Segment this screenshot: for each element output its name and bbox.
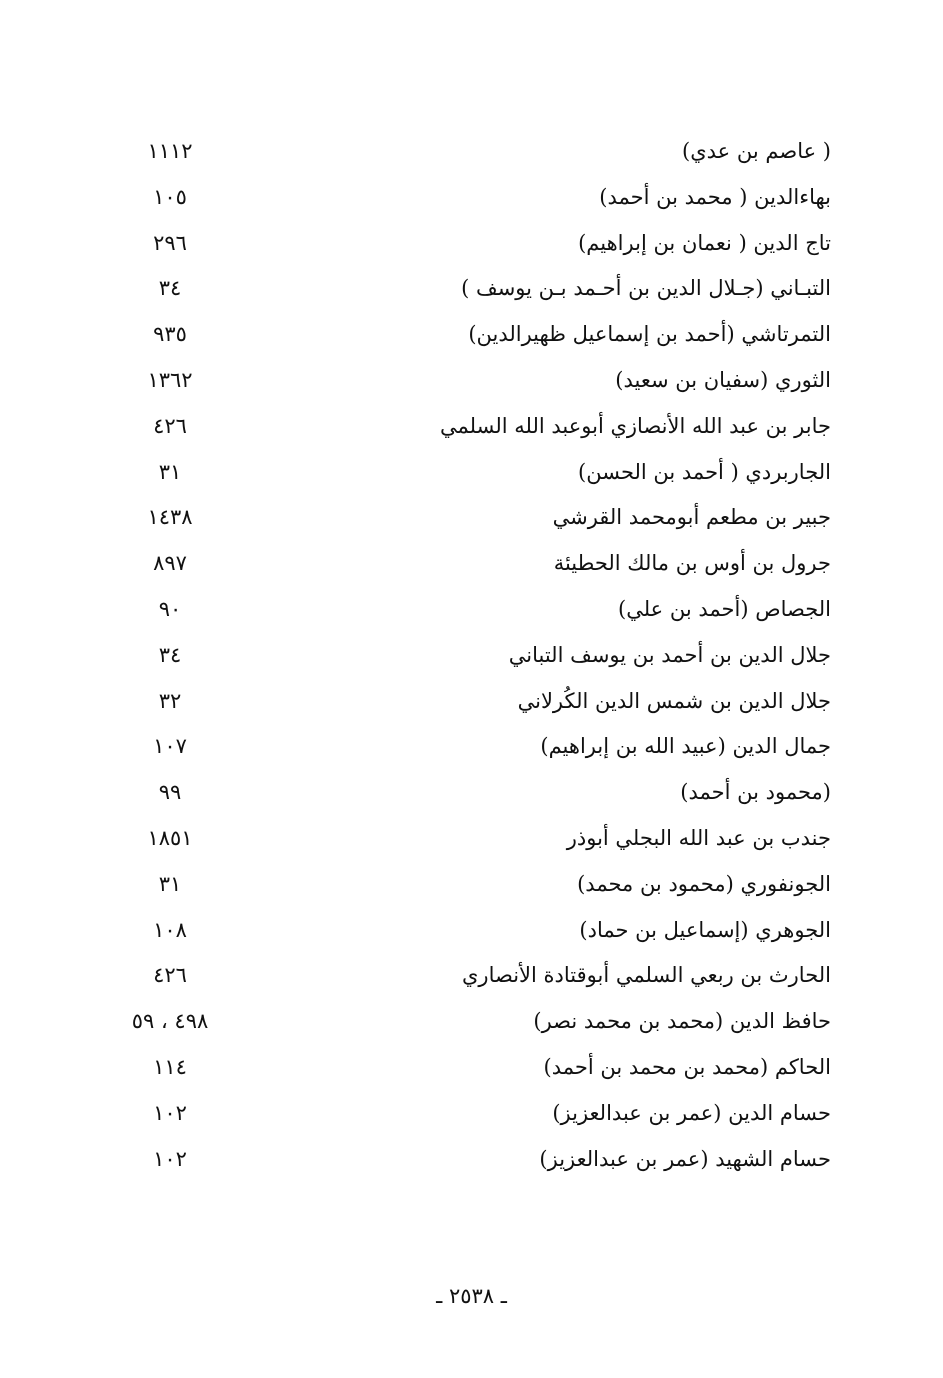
index-entry <box>0 817 943 863</box>
entry-name: الجونفوري (محمود بن محمد) <box>577 871 831 896</box>
index-entry <box>0 313 943 359</box>
index-entry <box>0 1000 943 1046</box>
index-entry <box>0 771 943 817</box>
index-entry <box>0 909 943 955</box>
entry-pages: ٢٩٦ <box>153 230 187 255</box>
index-entry <box>0 542 943 588</box>
entry-pages: ٣١ <box>158 459 182 484</box>
index-entry <box>0 588 943 634</box>
index-entry <box>0 1092 943 1138</box>
entry-pages: ٩٠ <box>158 596 182 621</box>
entry-pages: ١٠٢ <box>153 1146 187 1171</box>
entry-name: الحارث بن ربعي السلمي أبوقتادة الأنصاري <box>462 963 831 988</box>
entry-name: جمال الدين (عبيد الله بن إبراهيم) <box>540 734 831 759</box>
index-entry <box>0 130 943 176</box>
entry-pages: ٤٢٦ <box>153 413 187 438</box>
entry-pages: ٩٩ <box>158 780 182 805</box>
index-entry <box>0 496 943 542</box>
entry-name: حسام الدين (عمر بن عبدالعزيز) <box>552 1100 831 1125</box>
index-entry <box>0 359 943 405</box>
entry-name: جلال الدين بن أحمد بن يوسف التباني <box>508 642 831 667</box>
entry-name: حافظ الدين (محمد بن محمد نصر) <box>533 1009 831 1034</box>
entry-pages: ٤٩٨ ، ٥٩ <box>131 1009 209 1034</box>
entry-pages: ١٤٣٨ <box>147 505 193 530</box>
entry-name: الجوهري (إسماعيل بن حماد) <box>579 917 831 942</box>
entry-pages: ٨٩٧ <box>153 551 187 576</box>
entry-pages: ١٠٨ <box>153 917 187 942</box>
entry-pages: ١٠٥ <box>153 184 187 209</box>
entry-pages: ٤٢٦ <box>153 963 187 988</box>
entry-name: بهاءالدين ( محمد بن أحمد) <box>599 184 831 209</box>
entry-name: ( عاصم بن عدي) <box>682 139 831 163</box>
entry-name: حسام الشهيد (عمر بن عبدالعزيز) <box>539 1146 831 1171</box>
index-entry <box>0 680 943 726</box>
entry-name: الثوري (سفيان بن سعيد) <box>615 367 831 392</box>
entry-pages: ٣٤ <box>158 276 182 301</box>
entry-name: تاج الدين ( نعمان بن إبراهيم) <box>578 230 831 255</box>
entry-name: جلال الدين بن شمس الدين الكُرلاني <box>517 688 831 713</box>
entry-name: جابر بن عبد الله الأنصازي أبوعبد الله السلمي <box>440 413 831 438</box>
page-number: ـ ٢٥٣٨ ـ <box>436 1284 507 1308</box>
index-entry <box>0 634 943 680</box>
entry-name: جندب بن عبد الله البجلي أبوذر <box>566 825 831 850</box>
entry-name: الجصاص (أحمد بن علي) <box>618 596 831 621</box>
index-entry <box>0 1046 943 1092</box>
entry-name: جرول بن أوس بن مالك الحطيئة <box>553 551 831 576</box>
entry-pages: ١٨٥١ <box>147 825 193 850</box>
entry-pages: ١١١٢ <box>147 139 193 163</box>
index-entry <box>0 405 943 451</box>
index-entry <box>0 176 943 222</box>
entry-pages: ٩٣٥ <box>153 322 187 347</box>
entry-name: (محمود بن أحمد) <box>680 780 831 805</box>
index-entry <box>0 451 943 497</box>
entry-pages: ١١٤ <box>153 1054 187 1079</box>
entry-pages: ٣٢ <box>158 688 182 713</box>
index-entry <box>0 954 943 1000</box>
entry-name: الجاربردي ( أحمد بن الحسن) <box>578 459 831 484</box>
entry-pages: ٣٤ <box>158 642 182 667</box>
index-entry <box>0 863 943 909</box>
entry-name: جبير بن مطعم أبومحمد القرشي <box>552 505 831 530</box>
entry-pages: ١٠٢ <box>153 1100 187 1125</box>
index-entry <box>0 1138 943 1184</box>
entry-pages: ١٣٦٢ <box>147 367 193 392</box>
entry-name: التبـاني (جـلال الدين بن أحـمد بـن يوسف ) <box>461 276 831 301</box>
entry-name: الحاكم (محمد بن محمد بن أحمد) <box>543 1054 831 1079</box>
entry-pages: ٣١ <box>158 871 182 896</box>
index-entry <box>0 222 943 268</box>
index-entry <box>0 725 943 771</box>
index-list <box>0 130 943 1183</box>
entry-name: التمرتاشي (أحمد بن إسماعيل ظهيرالدين) <box>468 322 831 347</box>
index-entry <box>0 267 943 313</box>
entry-pages: ١٠٧ <box>153 734 187 759</box>
